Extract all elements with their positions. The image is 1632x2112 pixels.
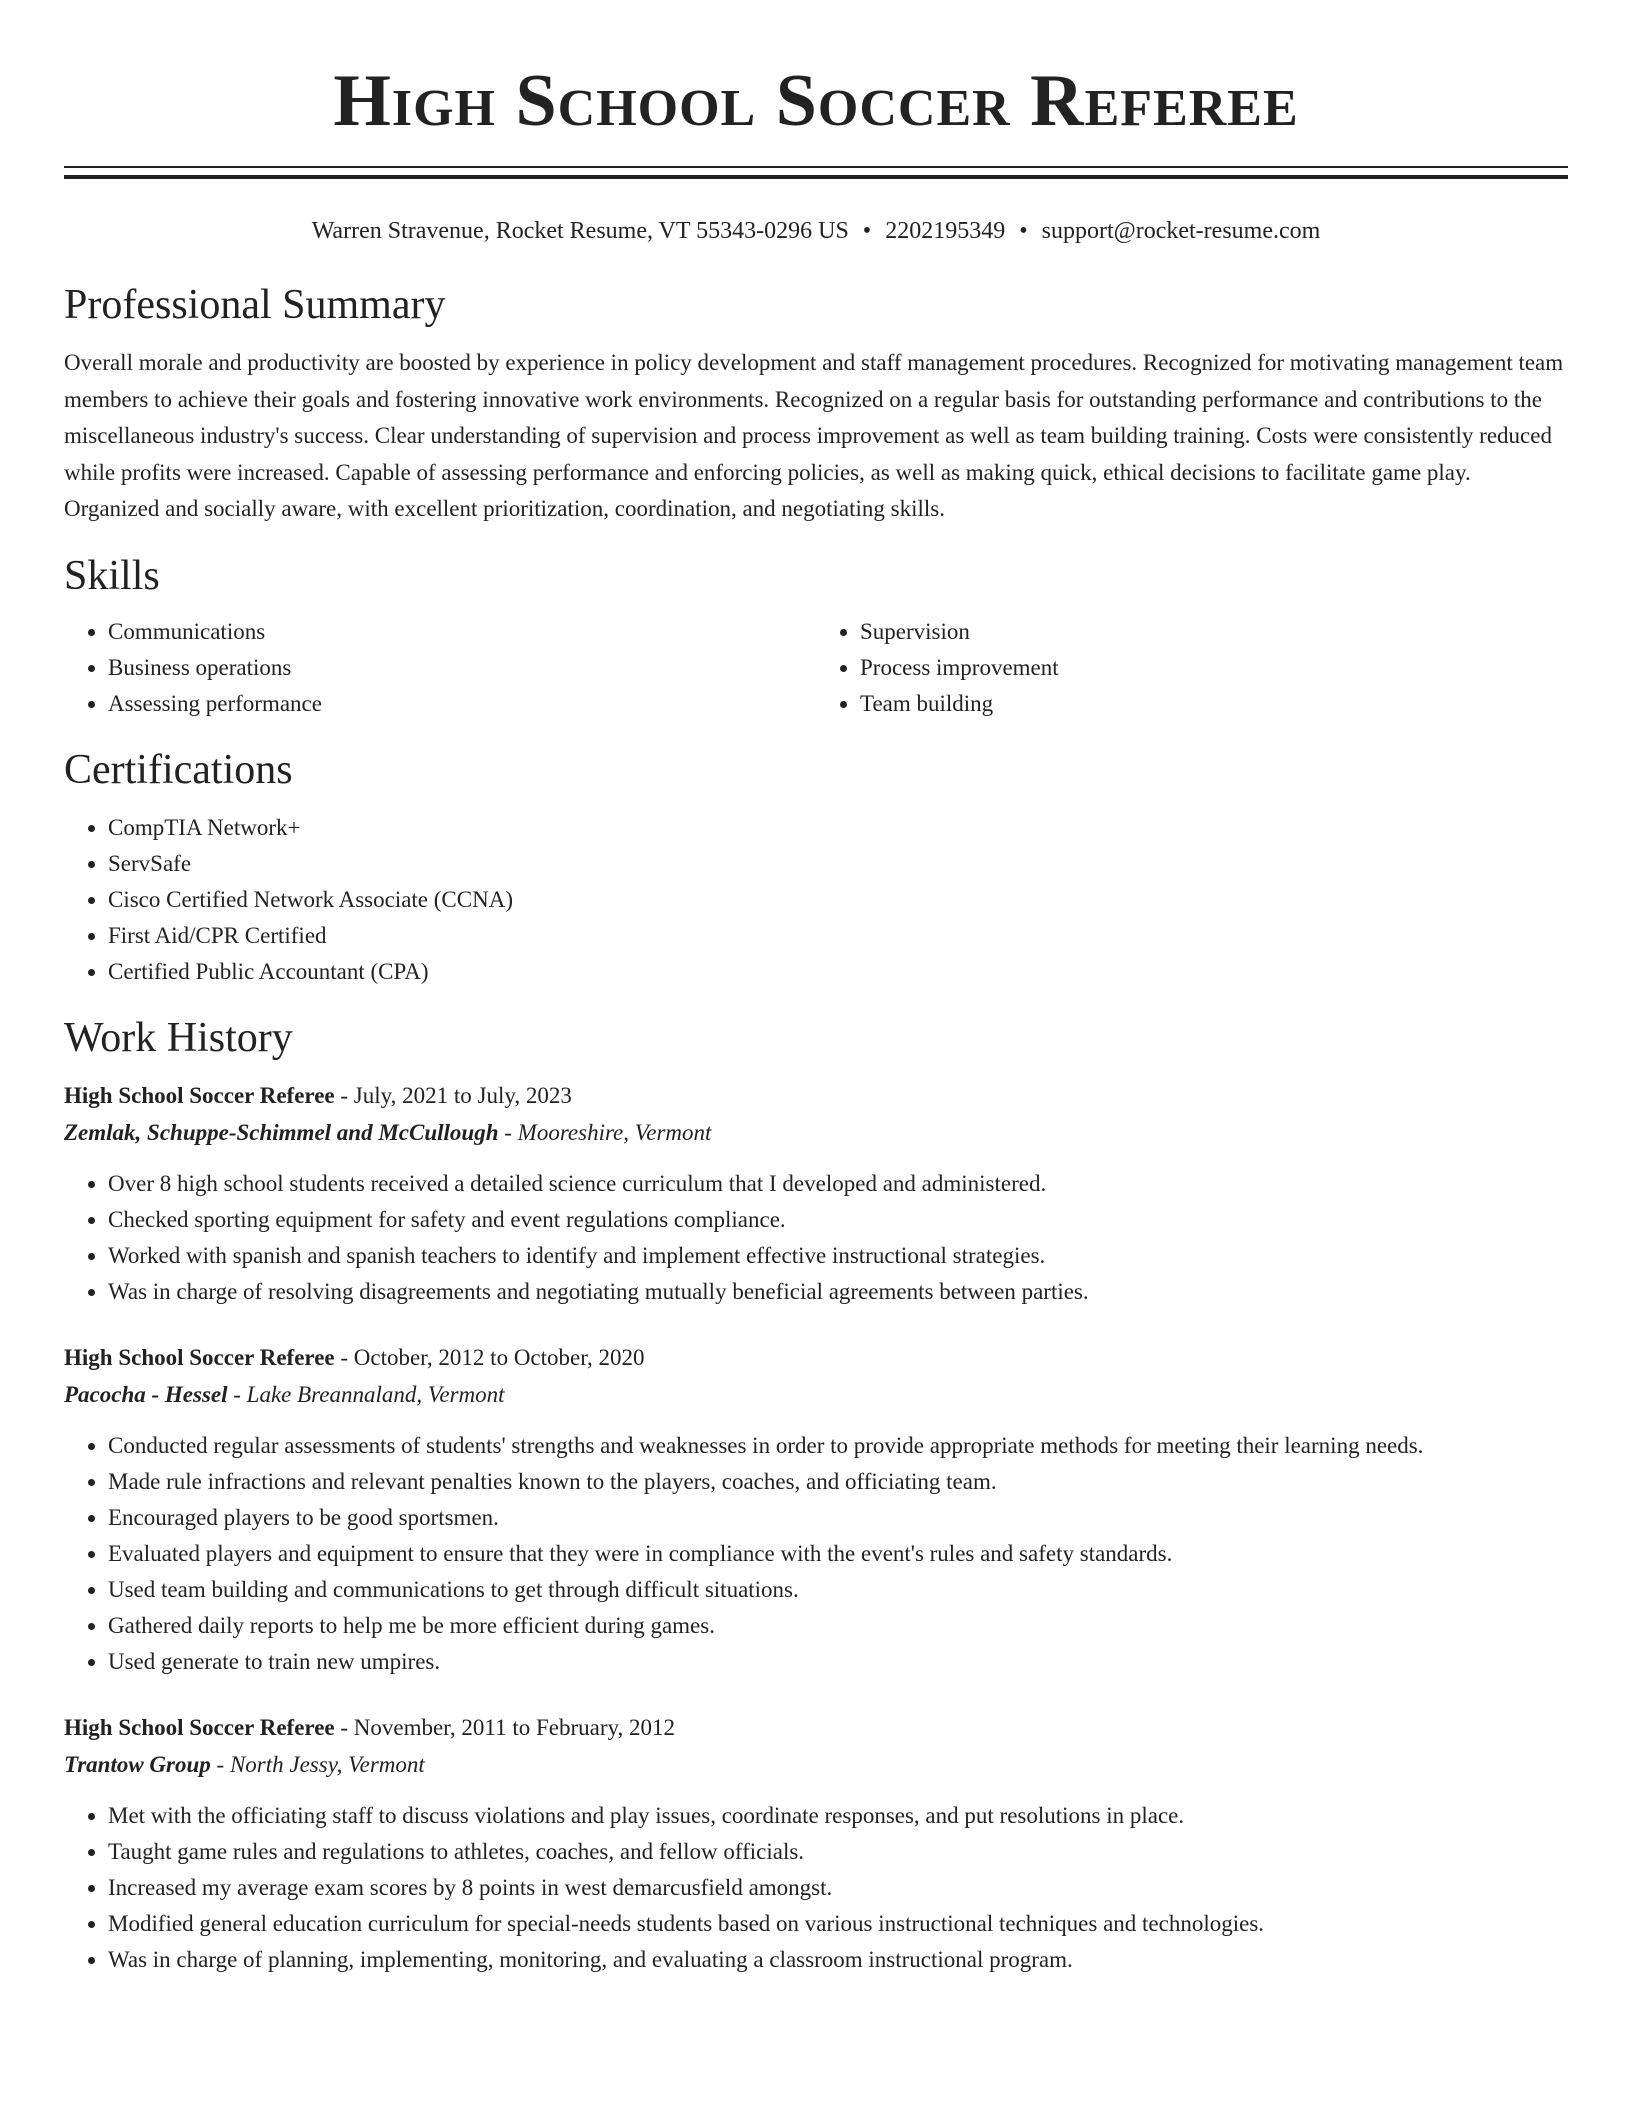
job-bullet: • Used generate to train new umpires. [108,1644,1568,1680]
job-header [64,1710,1568,1746]
job-company: Zemlak, Schuppe-Schimmel and McCullough [64,1119,499,1145]
skills-list-right [816,614,1568,722]
job-bullet: • Checked sporting equipment for safety and event regulations compliance. [108,1202,1568,1238]
job-bullet: • Was in charge of planning, implementing, monitoring, and evaluating a classroom instructional program. [108,1942,1568,1978]
divider-thick-line [64,175,1568,179]
skill-item: • Assessing performance [108,686,816,722]
skills-list-left [64,614,816,722]
job-title: High School Soccer Referee [64,1714,335,1740]
job-bullet: • Modified general education curriculum for special-needs students based on various instructional techniques and technologies. [108,1906,1568,1942]
skill-item: • Supervision [860,614,1568,650]
certifications-heading: Certifications [64,746,293,793]
resume-title: High School Soccer Referee [333,60,1299,142]
contact-phone: 2202195349 [885,218,1006,244]
job-company: Trantow Group [64,1751,211,1777]
job-dates: - November, 2011 to February, 2012 [334,1714,675,1740]
divider-thin-line [64,166,1568,168]
contact-address: Warren Stravenue, Rocket Resume, VT 55343-0296 US [311,218,849,244]
skills-section [64,550,1568,722]
title-divider [64,166,1568,179]
skill-item: • Team building [860,686,1568,722]
job-bullet: • Met with the officiating staff to discuss violations and play issues, coordinate responses, and put resolutions in place. [108,1798,1568,1834]
summary-section [64,279,1568,528]
summary-heading: Professional Summary [64,282,446,328]
job-header [64,1078,1568,1114]
contact-separator: • [862,218,872,244]
job-bullet: • Taught game rules and regulations to athletes, coaches, and fellow officials. [108,1834,1568,1870]
job-bullets [64,1428,1568,1680]
job-bullet: • Was in charge of resolving disagreements and negotiating mutually beneficial agreements between parties. [108,1274,1568,1310]
job-bullet: • Worked with spanish and spanish teachers to identify and implement effective instructional strategies. [108,1238,1568,1274]
job-bullets [64,1798,1568,1978]
job-entry [64,1710,1568,1978]
certification-item: • Cisco Certified Network Associate (CCNA) [108,882,1568,918]
job-company-line [64,1376,1568,1414]
certification-item: • First Aid/CPR Certified [108,918,1568,954]
job-entry [64,1078,1568,1310]
contact-separator: • [1019,218,1028,244]
job-bullet: • Conducted regular assessments of students' strengths and weaknesses in order to provide appropriate methods for meeting their learning needs. [108,1428,1568,1464]
job-header [64,1340,1568,1376]
job-dates: - July, 2021 to July, 2023 [334,1082,572,1108]
job-company: Pacocha - Hessel [64,1381,228,1407]
job-location: - Mooreshire, Vermont [498,1119,712,1145]
job-bullet: • Encouraged players to be good sportsmen. [108,1500,1568,1536]
skill-item: • Process improvement [860,650,1568,686]
job-title: High School Soccer Referee [64,1082,335,1108]
job-company-line [64,1746,1568,1784]
certification-item: • ServSafe [108,846,1568,882]
job-dates: - October, 2012 to October, 2020 [334,1344,645,1370]
job-bullet: • Gathered daily reports to help me be more efficient during games. [108,1608,1568,1644]
certification-item: • CompTIA Network+ [108,810,1568,846]
job-title: High School Soccer Referee [64,1344,335,1370]
job-location: - Lake Breannaland, Vermont [227,1381,505,1407]
job-bullet: • Used team building and communications to get through difficult situations. [108,1572,1568,1608]
certifications-section [64,744,1568,990]
job-bullet: • Evaluated players and equipment to ensure that they were in compliance with the event's rules and safety standards. [108,1536,1568,1572]
skills-grid [64,614,1568,722]
skills-heading: Skills [64,552,160,599]
work-history-heading: Work History [64,1014,293,1061]
job-location: - North Jessy, Vermont [210,1751,425,1777]
work-history-section [64,1012,1568,1978]
job-entry [64,1340,1568,1680]
skill-item: • Business operations [108,650,816,686]
job-company-line [64,1114,1568,1152]
certification-item: • Certified Public Accountant (CPA) [108,954,1568,990]
job-bullet: • Increased my average exam scores by 8 points in west demarcusfield amongst. [108,1870,1568,1906]
certifications-list [64,810,1568,990]
job-bullet: • Made rule infractions and relevant penalties known to the players, coaches, and officiating team. [108,1464,1568,1500]
summary-text: Overall morale and productivity are boosted by experience in policy development and staff management procedures. Recognized for motivating management team members to achieve their goals and fostering innovative work environments. Recognized on a regular basis for outstanding performance and contributions to the miscellaneous industry's success. Clear understanding of supervision and process improvement as well as team building training. Costs were consistently reduced while profits were increased. Capable of assessing performance and enforcing policies, as well as making quick, ethical decisions to facilitate game play. Organized and socially aware, with excellent prioritization, coordination, and negotiating skills. [64,350,1564,521]
job-bullets [64,1166,1568,1310]
job-bullet: • Over 8 high school students received a detailed science curriculum that I developed and administered. [108,1166,1568,1202]
contact-email: support@rocket-resume.com [1041,218,1321,244]
contact-line [64,215,1568,247]
skill-item: • Communications [108,614,816,650]
